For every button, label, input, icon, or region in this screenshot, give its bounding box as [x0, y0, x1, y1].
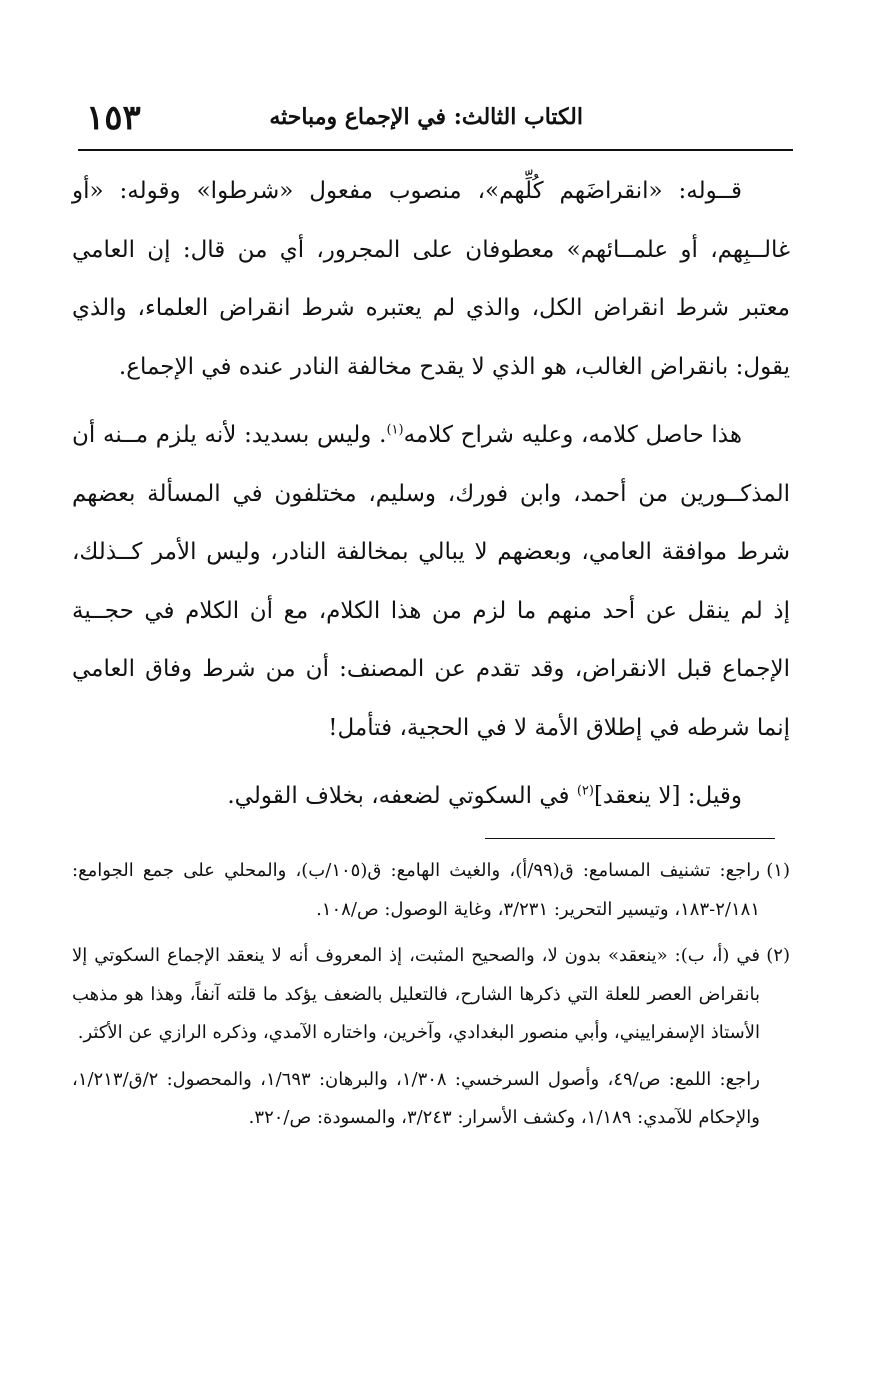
paragraph-2-text-a: هذا حاصل كلامه، وعليه شراح كلامه — [403, 422, 743, 448]
paragraph-2 — [72, 406, 790, 757]
footnote-separator — [485, 838, 775, 839]
footnote-1-number: (١) — [766, 860, 790, 881]
footnote-2-references-text: راجع: اللمع: ص/٤٩، وأصول السرخسي: ١/٣٠٨، والبرهان: ١/٦٩٣، والمحصول: ٢/ق/١/٢١٣، والإحكام للآمدي: ١/١٨٩، وكشف الأسرار: ٣/٢٤٣، والمسودة: ص/٣٢٠. — [72, 1068, 760, 1128]
paragraph-1: قــوله: «انقراضَهم كُلِّهم»، منصوب مفعول «شرطوا» وقوله: «أو غالــبِهم، أو علمــائهم» معطوفان على المجرور، أي من قال: إن العامي معتبر شرط انقراض الكل، والذي لم يعتبره شرط انقراض العلماء، والذي يقول: بانقراض الغالب، هو الذي لا يقدح مخالفة النادر عنده في الإجماع. — [72, 178, 790, 380]
chapter-title: الكتاب الثالث: في الإجماع ومباحثه — [269, 104, 583, 130]
footnote-ref-2: (٢) — [576, 783, 594, 799]
paragraph-3 — [72, 767, 790, 826]
footnote-ref-1: (١) — [386, 422, 404, 438]
footnote-2-text: في (أ، ب): «ينعقد» بدون لا، والصحيح المثبت، إذ المعروف أنه لا ينعقد الإجماع السكوتي إلا بانقراض العصر للعلة التي ذكرها الشارح، فالتعليل بالضعف يؤكد ما قلته آنفاً، وهذا هو مذهب الأستاذ الإسفراييني، وأبي منصور البغدادي، وآخرين، واختاره الآمدي، وذكره الرازي عن الأكثر. — [72, 945, 760, 1043]
footnote-1 — [72, 852, 790, 929]
running-header — [78, 96, 793, 146]
page-number: ١٥٣ — [86, 98, 141, 138]
footnote-2-number: (٢) — [766, 945, 790, 966]
footnote-2 — [72, 937, 790, 1053]
main-text — [72, 162, 790, 836]
footnote-1-text: راجع: تشنيف المسامع: ق(٩٩/أ)، والغيث الهامع: ق(١٠٥/ب)، والمحلي على جمع الجوامع: ٢/١٨١-١٨٣، وتيسير التحرير: ٣/٢٣١، وغاية الوصول: ص/١٠٨. — [72, 860, 760, 920]
footnotes — [72, 852, 790, 1146]
paragraph-3-text-a: وقيل: [لا ينعقد] — [593, 783, 742, 809]
paragraph-2-text-b: . وليس بسديد: لأنه يلزم مــنه أن المذكــورين من أحمد، وابن فورك، وسليم، مختلفون في المسألة بعضهم شرط موافقة العامي، وبعضهم لا يبالي بمخالفة النادر، وليس الأمر كــذلك، إذ لم ينقل عن أحد منهم ما لزم من هذا الكلام، مع أن الكلام في حجــية الإجماع قبل الانقراض، وقد تقدم عن المصنف: أن من شرط وفاق العامي إنما شرطه في إطلاق الأمة لا في الحجية، فتأمل! — [72, 422, 790, 741]
paragraph-3-text-b: في السكوتي لضعفه، بخلاف القولي. — [227, 783, 577, 809]
header-rule — [78, 149, 793, 151]
footnote-2-references — [72, 1061, 790, 1138]
